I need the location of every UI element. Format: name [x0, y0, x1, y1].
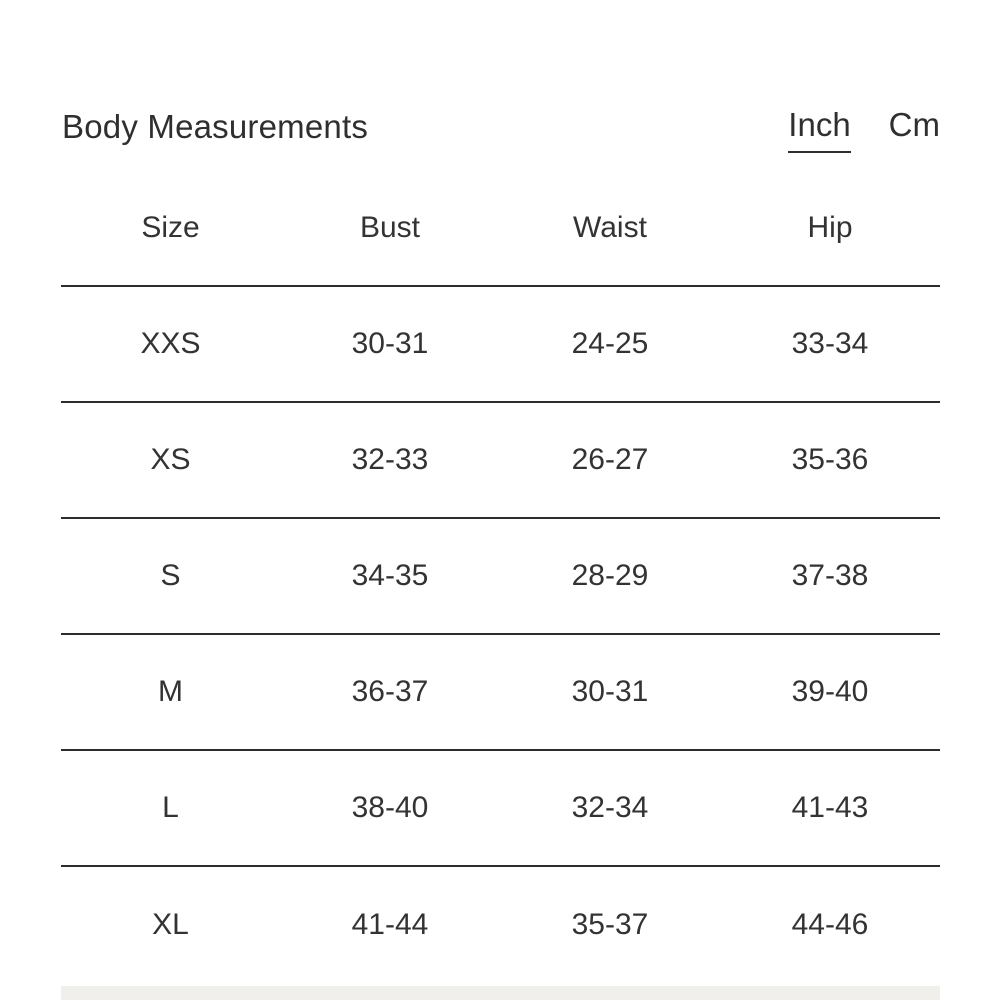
hip-cell: 35-36 — [791, 443, 869, 476]
size-cell: XS — [150, 443, 191, 476]
hip-cell: 41-43 — [791, 791, 869, 824]
hip-cell: 33-34 — [791, 327, 869, 360]
waist-cell: 28-29 — [571, 559, 649, 592]
size-cell: XXS — [140, 327, 201, 360]
page-title: Body Measurements — [62, 108, 369, 145]
size-cell: XL — [152, 908, 189, 941]
waist-cell: 24-25 — [571, 327, 649, 360]
table-row — [61, 635, 940, 751]
bust-cell: 30-31 — [351, 327, 429, 360]
unit-toggle — [788, 104, 940, 152]
unit-option-inch[interactable]: Inch — [788, 104, 850, 152]
table-row — [61, 867, 940, 983]
size-cell: M — [158, 675, 183, 708]
unit-option-cm[interactable]: Cm — [888, 106, 940, 143]
bust-cell: 41-44 — [351, 908, 429, 941]
size-cell: L — [162, 791, 179, 824]
bust-cell: 38-40 — [351, 791, 429, 824]
header-bust: Bust — [359, 210, 421, 244]
hip-cell: 44-46 — [791, 908, 869, 941]
bust-cell: 34-35 — [351, 559, 429, 592]
table-row — [61, 287, 940, 403]
waist-cell: 35-37 — [571, 908, 649, 941]
size-cell: S — [160, 559, 181, 592]
table-row — [61, 519, 940, 635]
bust-cell: 32-33 — [351, 443, 429, 476]
header-waist: Waist — [573, 210, 647, 244]
size-table — [61, 170, 940, 983]
waist-cell: 30-31 — [571, 675, 649, 708]
table-header-row — [61, 170, 940, 287]
table-row — [61, 403, 940, 519]
footer-band — [61, 986, 940, 1000]
bust-cell: 36-37 — [351, 675, 429, 708]
table-row — [61, 751, 940, 867]
hip-cell: 39-40 — [791, 675, 869, 708]
waist-cell: 32-34 — [571, 791, 649, 824]
header-hip: Hip — [807, 210, 853, 244]
waist-cell: 26-27 — [571, 443, 649, 476]
hip-cell: 37-38 — [791, 559, 869, 592]
header-size: Size — [141, 210, 200, 244]
